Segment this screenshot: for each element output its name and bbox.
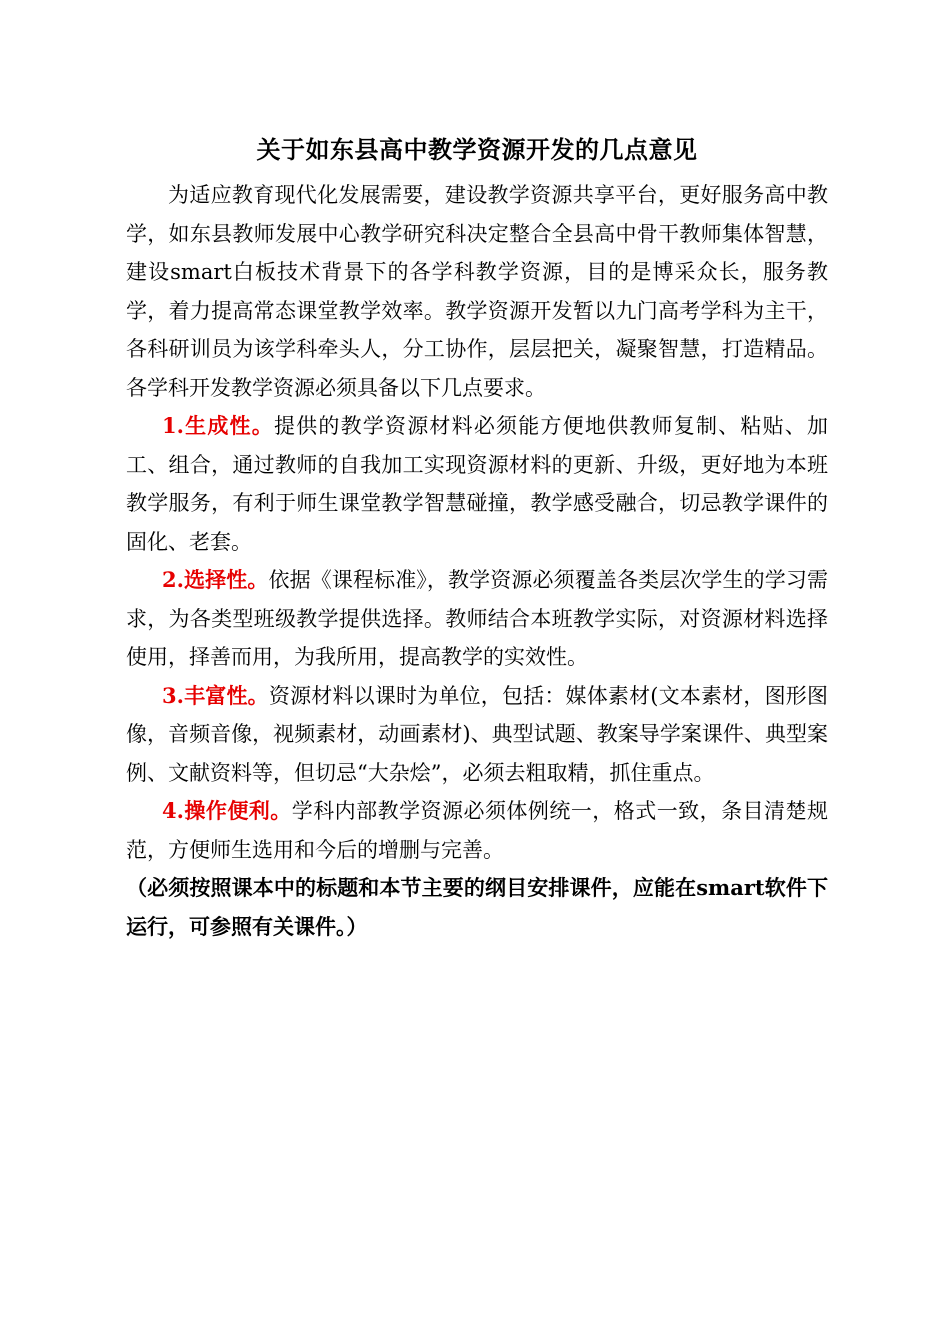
requirement-1 xyxy=(126,407,828,561)
requirement-2-text: 依据《课程标准》，教学资源必须覆盖各类层次学生的学习需求，为各类型班级教学提供选择。教师结合本班教学实际，对资源材料选择使用，择善而用，为我所用，提高教学的实效性。 xyxy=(126,568,828,669)
requirement-4-heading: 4.操作便利。 xyxy=(162,798,292,823)
intro-paragraph: 为适应教育现代化发展需要，建设教学资源共享平台，更好服务高中教学，如东县教师发展中心教学研究科决定整合全县高中骨干教师集体智慧，建设smart白板技术背景下的各学科教学资源，目的是博采众长，服务教学，着力提高常态课堂教学效率。教学资源开发暂以九门高考学科为主干，各科研训员为该学科牵头人，分工协作，层层把关，凝聚智慧，打造精品。各学科开发教学资源必须具备以下几点要求。 xyxy=(126,183,828,400)
closing-note: （必须按照课本中的标题和本节主要的纲目安排课件，应能在smart软件下运行，可参照有关课件。） xyxy=(126,875,828,939)
requirement-1-text: 提供的教学资源材料必须能方便地供教师复制、粘贴、加工、组合，通过教师的自我加工实现资源材料的更新、升级，更好地为本班教学服务，有利于师生课堂教学智慧碰撞，教学感受融合，切忌教学课件的固化、老套。 xyxy=(126,414,828,554)
requirement-3-text: 资源材料以课时为单位，包括：媒体素材(文本素材，图形图像，音频音像，视频素材，动画素材)、典型试题、教案导学案课件、典型案例、文献资料等，但切忌“大杂烩”，必须去粗取精，抓住重点。 xyxy=(126,683,828,785)
requirement-1-heading: 1.生成性。 xyxy=(162,413,274,438)
requirement-2 xyxy=(126,561,828,677)
document-title: 关于如东县高中教学资源开发的几点意见 xyxy=(256,135,698,164)
requirement-2-heading: 2.选择性。 xyxy=(162,567,269,592)
requirement-3 xyxy=(126,677,828,793)
requirement-4 xyxy=(126,792,828,869)
requirement-3-heading: 3.丰富性。 xyxy=(162,682,269,708)
document-page xyxy=(126,128,828,946)
requirement-4-text: 学科内部教学资源必须体例统一，格式一致，条目清楚规范，方便师生选用和今后的增删与完善。 xyxy=(126,799,828,862)
